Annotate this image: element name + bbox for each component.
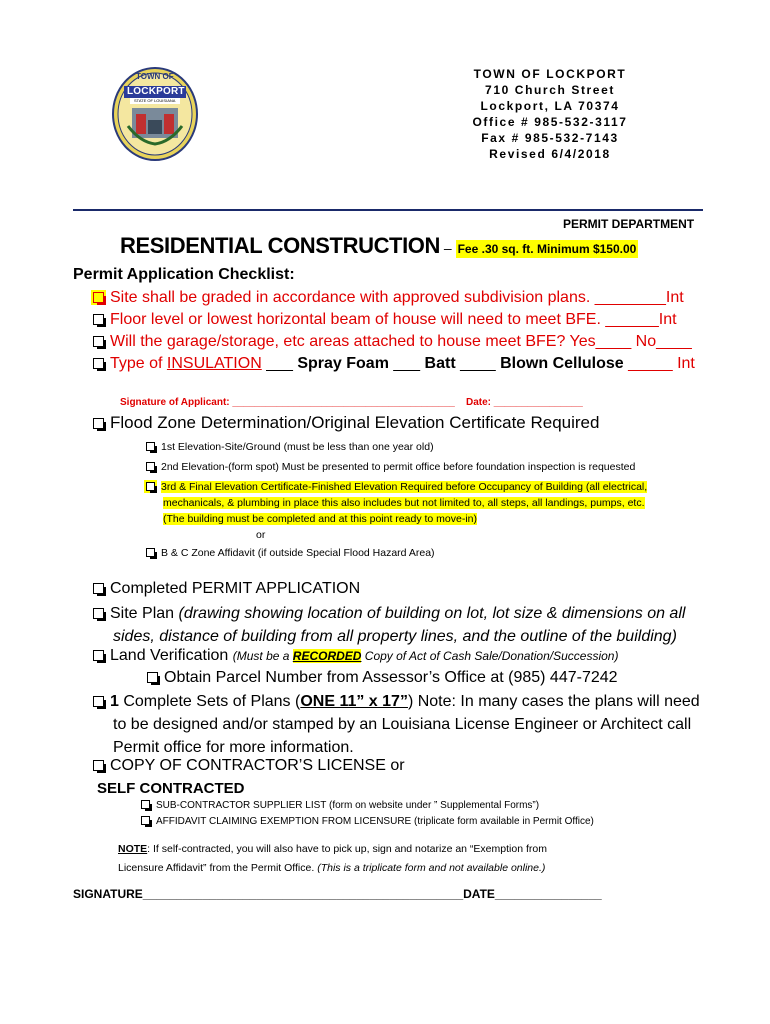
flood-item-1[interactable] <box>146 441 434 453</box>
plans-text-b: ) Note: In many cases the plans will need <box>407 693 700 710</box>
site-plan-desc-1: (drawing showing location of building on lot, lot size & dimensions on all <box>178 605 686 622</box>
item-permit-application[interactable] <box>93 580 360 598</box>
insulation-prefix: Type of <box>110 355 167 372</box>
seal-name: LOCKPORT <box>127 86 185 97</box>
insulation-batt: Batt <box>424 355 456 372</box>
affidavit-text: AFFIDAVIT CLAIMING EXEMPTION FROM LICENSURE (triplicate form available in Permit Office) <box>156 816 594 827</box>
item-affidavit[interactable] <box>141 816 594 827</box>
plans-size: ONE 11” x 17” <box>300 693 408 710</box>
flood-item-3-line-3: (The building must be completed and at this point ready to move-in) <box>163 513 478 525</box>
note-label: NOTE <box>118 843 148 855</box>
insulation-blank-2: ___ <box>388 355 425 372</box>
header-rule <box>73 209 703 211</box>
applicant-signature-line[interactable] <box>120 397 583 408</box>
checkbox-bc-zone-icon[interactable] <box>146 548 155 557</box>
seal-state: STATE OF LOUISIANA <box>134 98 176 103</box>
flood-or: or <box>256 529 266 541</box>
item-parcel-number[interactable] <box>147 669 618 687</box>
land-desc-a: (Must be a <box>232 649 293 663</box>
title-fee: Fee .30 sq. ft. Minimum $150.00 <box>457 242 637 256</box>
plans-text-a: Complete Sets of Plans ( <box>118 693 301 710</box>
site-plan-desc-2: sides, distance of building from all property lines, and the outline of the building) <box>113 628 677 645</box>
item-contractor-license[interactable] <box>93 757 405 775</box>
item-subcontractor-list[interactable] <box>141 800 539 811</box>
self-contract-note <box>118 840 547 878</box>
footer-signature-line[interactable] <box>73 887 602 901</box>
address-line-office: Office # 985-532-3117 <box>472 115 628 129</box>
checkbox-garage-icon[interactable] <box>93 336 104 347</box>
insulation-word: INSULATION <box>166 355 262 372</box>
footer-signature-label: SIGNATURE________________________________________________ <box>73 887 464 901</box>
self-contracted-label: SELF CONTRACTED <box>97 780 245 797</box>
title-dash: – <box>440 240 456 256</box>
checkbox-plans-icon[interactable] <box>93 696 104 707</box>
checkbox-parcel-icon[interactable] <box>147 672 158 683</box>
checkbox-land-icon[interactable] <box>93 650 104 661</box>
note-text-1: : If self-contracted, you will also have to pick up, sign and notarize an “Exemption from <box>147 843 547 855</box>
plans-text-line-3: Permit office for more information. <box>113 739 354 756</box>
flood-item-3-line-2: mechanicals, & plumbing in place this also includes but not limited to, all steps, all landings, pumps, etc. <box>163 497 645 509</box>
flood-heading <box>93 413 599 433</box>
checkbox-insulation-icon[interactable] <box>93 358 104 369</box>
town-seal <box>110 64 200 164</box>
flood-item-1-text: 1st Elevation-Site/Ground (must be less than one year old) <box>161 441 434 453</box>
land-desc-b: Copy of Act of Cash Sale/Donation/Succession) <box>361 649 619 663</box>
insulation-blank-3: ____ <box>455 355 501 372</box>
plans-text-line-2: to be designed and/or stamped by an Louisiana License Engineer or Architect call <box>113 716 692 733</box>
checkbox-floor-icon[interactable] <box>93 314 104 325</box>
checklist-item-floor-level[interactable] <box>93 311 677 329</box>
title-main: RESIDENTIAL CONSTRUCTION <box>120 233 441 258</box>
flood-heading-text: Flood Zone Determination/Original Elevation Certificate Required <box>110 413 600 432</box>
contractor-text: COPY OF CONTRACTOR’S LICENSE or <box>110 757 405 774</box>
plans-count: 1 <box>110 693 119 710</box>
footer-date-label: DATE________________ <box>463 887 602 901</box>
insulation-blown-cellulose: Blown Cellulose <box>500 355 624 372</box>
land-recorded: RECORDED <box>292 649 362 663</box>
checkbox-permit-app-icon[interactable] <box>93 583 104 594</box>
note-italic: (This is a triplicate form and not available online.) <box>317 862 546 874</box>
checkbox-elevation-3-icon[interactable] <box>146 482 155 491</box>
address-block <box>440 66 660 162</box>
flood-item-3-line-1: 3rd & Final Elevation Certificate-Finished Elevation Required before Occupancy of Building (all electrical, <box>161 481 648 493</box>
item-site-plan[interactable] <box>93 602 685 648</box>
flood-item-4[interactable] <box>146 547 435 559</box>
applicant-signature-label: Signature of Applicant: ________________________________________ <box>120 397 455 408</box>
address-line-street: 710 Church Street <box>485 83 615 97</box>
checklist-item-garage[interactable] <box>93 333 692 351</box>
checkbox-flood-icon[interactable] <box>93 418 104 429</box>
land-label: Land Verification <box>110 647 233 664</box>
checkbox-elevation-2-icon[interactable] <box>146 462 155 471</box>
grading-text: Site shall be graded in accordance with approved subdivision plans. ________Int <box>110 289 684 306</box>
flood-item-2[interactable] <box>146 461 635 473</box>
site-plan-label: Site Plan <box>110 605 179 622</box>
checkbox-grading-icon[interactable] <box>93 292 104 303</box>
address-line-town: TOWN OF LOCKPORT <box>473 67 627 81</box>
item-land-verification[interactable] <box>93 647 618 665</box>
insulation-suffix: _____ Int <box>623 355 695 372</box>
flood-item-4-text: B & C Zone Affidavit (if outside Special Flood Hazard Area) <box>161 547 435 559</box>
checklist-item-grading[interactable] <box>93 289 684 307</box>
checkbox-sub-list-icon[interactable] <box>141 800 150 809</box>
sub-list-text: SUB-CONTRACTOR SUPPLIER LIST (form on website under ” Supplemental Forms”) <box>156 800 540 811</box>
flood-item-2-text: 2nd Elevation-(form spot) Must be presented to permit office before foundation inspection is requested <box>161 461 636 473</box>
checkbox-site-plan-icon[interactable] <box>93 608 104 619</box>
parcel-text: Obtain Parcel Number from Assessor’s Office at (985) 447-7242 <box>164 669 618 686</box>
flood-item-3[interactable] <box>146 479 647 527</box>
applicant-date-label: Date: ________________ <box>466 397 583 408</box>
checkbox-elevation-1-icon[interactable] <box>146 442 155 451</box>
insulation-blank-1: ___ <box>261 355 298 372</box>
seal-top-text: TOWN OF <box>136 72 174 81</box>
insulation-spray-foam: Spray Foam <box>297 355 389 372</box>
address-line-revised: Revised 6/4/2018 <box>489 147 611 161</box>
checklist-heading: Permit Application Checklist: <box>73 266 295 283</box>
address-line-fax: Fax # 985-532-7143 <box>481 131 619 145</box>
floor-text: Floor level or lowest horizontal beam of house will need to meet BFE. ______Int <box>110 311 677 328</box>
form-title <box>120 233 638 261</box>
item-plans[interactable] <box>93 690 700 759</box>
address-line-city: Lockport, LA 70374 <box>480 99 620 113</box>
garage-text: Will the garage/storage, etc areas attached to house meet BFE? Yes____ No____ <box>110 333 692 350</box>
checkbox-affidavit-icon[interactable] <box>141 816 150 825</box>
note-text-2: Licensure Affidavit” from the Permit Office. <box>118 862 318 874</box>
permit-app-text: Completed PERMIT APPLICATION <box>110 580 361 597</box>
checklist-item-insulation[interactable] <box>93 355 695 373</box>
checkbox-contractor-icon[interactable] <box>93 760 104 771</box>
department-label: PERMIT DEPARTMENT <box>563 217 695 231</box>
